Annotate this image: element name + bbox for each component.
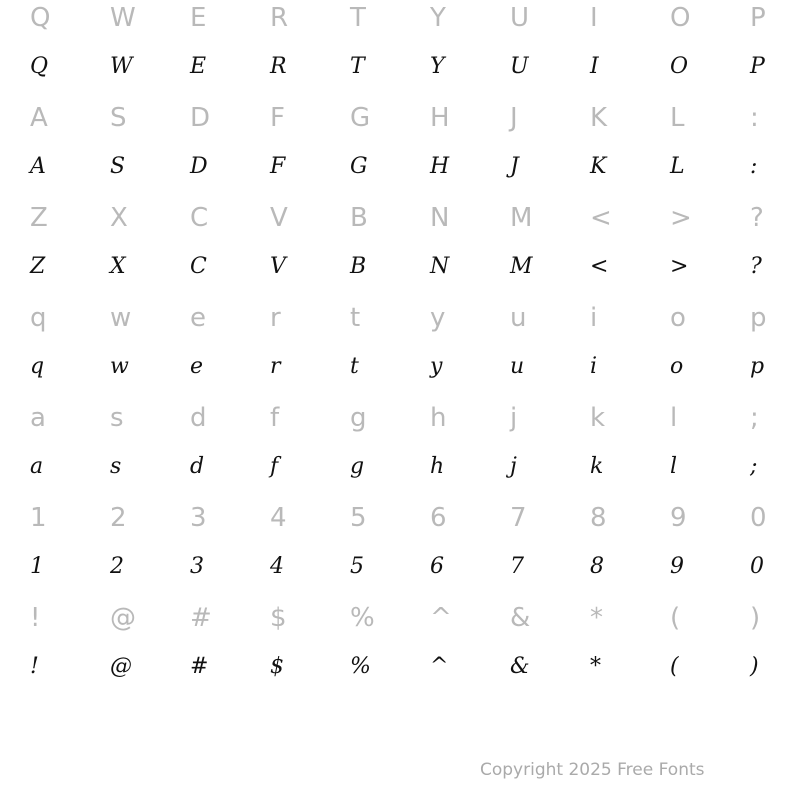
sample-glyph: Z [30,254,46,279]
sample-glyph: I [590,54,599,79]
sample-glyph: S [110,154,126,179]
sample-glyph: ; [750,454,758,479]
sample-glyph: L [670,154,685,179]
glyph-row-pair [0,200,800,300]
glyph-row-pair [0,600,800,700]
reference-glyph: Y [430,3,446,33]
sample-glyph: B [350,254,367,279]
sample-glyph: Q [30,54,49,79]
sample-glyph: P [750,54,765,79]
reference-glyph: 6 [430,503,447,533]
sample-glyph: f [270,454,279,479]
reference-glyph-row [0,0,800,50]
reference-glyph: f [270,403,280,433]
sample-glyph: 8 [590,554,604,579]
sample-glyph: D [190,154,208,179]
sample-glyph: @ [110,654,132,679]
reference-glyph: l [670,403,678,433]
sample-glyph: : [750,154,758,179]
reference-glyph: R [270,3,289,33]
reference-glyph: g [350,403,367,433]
reference-glyph: e [190,303,206,333]
reference-glyph: O [670,3,691,33]
sample-glyph: ( [670,654,679,679]
reference-glyph: ; [750,403,759,433]
reference-glyph: 0 [750,503,767,533]
sample-glyph: t [350,354,359,379]
glyph-row-pair [0,300,800,400]
reference-glyph: 3 [190,503,207,533]
reference-glyph: ! [30,603,41,633]
sample-glyph: % [350,654,371,679]
sample-glyph: Y [430,54,445,79]
sample-glyph: X [110,254,126,279]
reference-glyph: 4 [270,503,287,533]
reference-glyph: 5 [350,503,367,533]
sample-glyph: 7 [510,554,524,579]
reference-glyph: ( [670,603,681,633]
glyph-row-pair [0,100,800,200]
reference-glyph: N [430,203,450,233]
reference-glyph: C [190,203,209,233]
sample-glyph: y [430,354,443,379]
sample-glyph: F [270,154,286,179]
reference-glyph: q [30,303,47,333]
sample-glyph: e [190,354,204,379]
reference-glyph: w [110,303,132,333]
sample-glyph-row [0,650,800,700]
reference-glyph: U [510,3,530,33]
sample-glyph: G [350,154,368,179]
sample-glyph: 4 [270,554,284,579]
reference-glyph: @ [110,603,136,633]
reference-glyph: s [110,403,124,433]
reference-glyph: L [670,103,685,133]
sample-glyph: d [190,454,205,479]
copyright-text: Copyright 2025 Free Fonts [480,760,705,780]
sample-glyph: K [590,154,607,179]
reference-glyph: > [670,203,692,233]
reference-glyph: ^ [430,603,452,633]
reference-glyph: F [270,103,285,133]
sample-glyph: r [270,354,281,379]
sample-glyph: 3 [190,554,204,579]
sample-glyph: M [510,254,533,279]
sample-glyph: V [270,254,286,279]
sample-glyph: ? [750,254,762,279]
sample-glyph-row [0,150,800,200]
sample-glyph: > [670,254,689,279]
reference-glyph: h [430,403,447,433]
reference-glyph: t [350,303,361,333]
reference-glyph: a [30,403,46,433]
sample-glyph: C [190,254,207,279]
sample-glyph: s [110,454,122,479]
sample-glyph: T [350,54,365,79]
reference-glyph: % [350,603,375,633]
reference-glyph-row [0,400,800,450]
sample-glyph: j [510,454,517,479]
reference-glyph: # [190,603,212,633]
reference-glyph: H [430,103,450,133]
sample-glyph: U [510,54,529,79]
reference-glyph: o [670,303,686,333]
reference-glyph-row [0,600,800,650]
reference-glyph: i [590,303,598,333]
sample-glyph: u [510,354,525,379]
reference-glyph: k [590,403,606,433]
sample-glyph: k [590,454,604,479]
sample-glyph: # [190,654,209,679]
sample-glyph: J [510,154,519,179]
reference-glyph: j [510,403,518,433]
sample-glyph: & [510,654,530,679]
sample-glyph: E [190,54,207,79]
sample-glyph: o [670,354,684,379]
reference-glyph: X [110,203,128,233]
reference-glyph: G [350,103,371,133]
sample-glyph: * [590,654,601,679]
sample-glyph: $ [270,654,284,679]
reference-glyph: 2 [110,503,127,533]
reference-glyph: p [750,303,767,333]
sample-glyph: < [590,254,609,279]
sample-glyph: 1 [30,554,44,579]
sample-glyph: l [670,454,678,479]
sample-glyph: ! [30,654,39,679]
sample-glyph: 5 [350,554,364,579]
sample-glyph-row [0,250,800,300]
glyph-row-pair [0,400,800,500]
sample-glyph: w [110,354,129,379]
reference-glyph: J [510,103,518,133]
sample-glyph: 6 [430,554,444,579]
sample-glyph: h [430,454,445,479]
reference-glyph-row [0,500,800,550]
sample-glyph: 0 [750,554,764,579]
sample-glyph: 9 [670,554,684,579]
sample-glyph: O [670,54,689,79]
reference-glyph: T [350,3,366,33]
reference-glyph: D [190,103,211,133]
reference-glyph: Q [30,3,51,33]
reference-glyph: u [510,303,527,333]
sample-glyph: i [590,354,598,379]
reference-glyph: & [510,603,531,633]
reference-glyph: B [350,203,368,233]
sample-glyph: N [430,254,450,279]
reference-glyph: : [750,103,759,133]
sample-glyph: q [30,354,45,379]
reference-glyph: y [430,303,446,333]
reference-glyph: ) [750,603,761,633]
reference-glyph: < [590,203,612,233]
reference-glyph: 8 [590,503,607,533]
reference-glyph: W [110,3,136,33]
reference-glyph: A [30,103,48,133]
sample-glyph: ^ [430,654,449,679]
sample-glyph-row [0,450,800,500]
reference-glyph: 7 [510,503,527,533]
reference-glyph: 9 [670,503,687,533]
sample-glyph: g [350,454,365,479]
reference-glyph: M [510,203,533,233]
reference-glyph: $ [270,603,287,633]
sample-glyph-row [0,50,800,100]
reference-glyph: * [590,603,603,633]
sample-glyph: A [30,154,46,179]
reference-glyph: 1 [30,503,47,533]
reference-glyph: d [190,403,207,433]
reference-glyph: Z [30,203,48,233]
sample-glyph: ) [750,654,759,679]
reference-glyph-row [0,300,800,350]
reference-glyph: V [270,203,288,233]
sample-glyph: W [110,54,133,79]
sample-glyph: R [270,54,287,79]
glyph-row-pair [0,0,800,100]
reference-glyph: E [190,3,207,33]
sample-glyph-row [0,550,800,600]
reference-glyph: r [270,303,281,333]
sample-glyph: H [430,154,450,179]
reference-glyph: P [750,3,766,33]
reference-glyph-row [0,200,800,250]
reference-glyph: I [590,3,598,33]
reference-glyph: K [590,103,608,133]
sample-glyph: p [750,354,765,379]
reference-glyph: S [110,103,127,133]
reference-glyph: ? [750,203,764,233]
sample-glyph-row [0,350,800,400]
sample-glyph: a [30,454,44,479]
sample-glyph: 2 [110,554,124,579]
glyph-row-pair [0,500,800,600]
reference-glyph-row [0,100,800,150]
